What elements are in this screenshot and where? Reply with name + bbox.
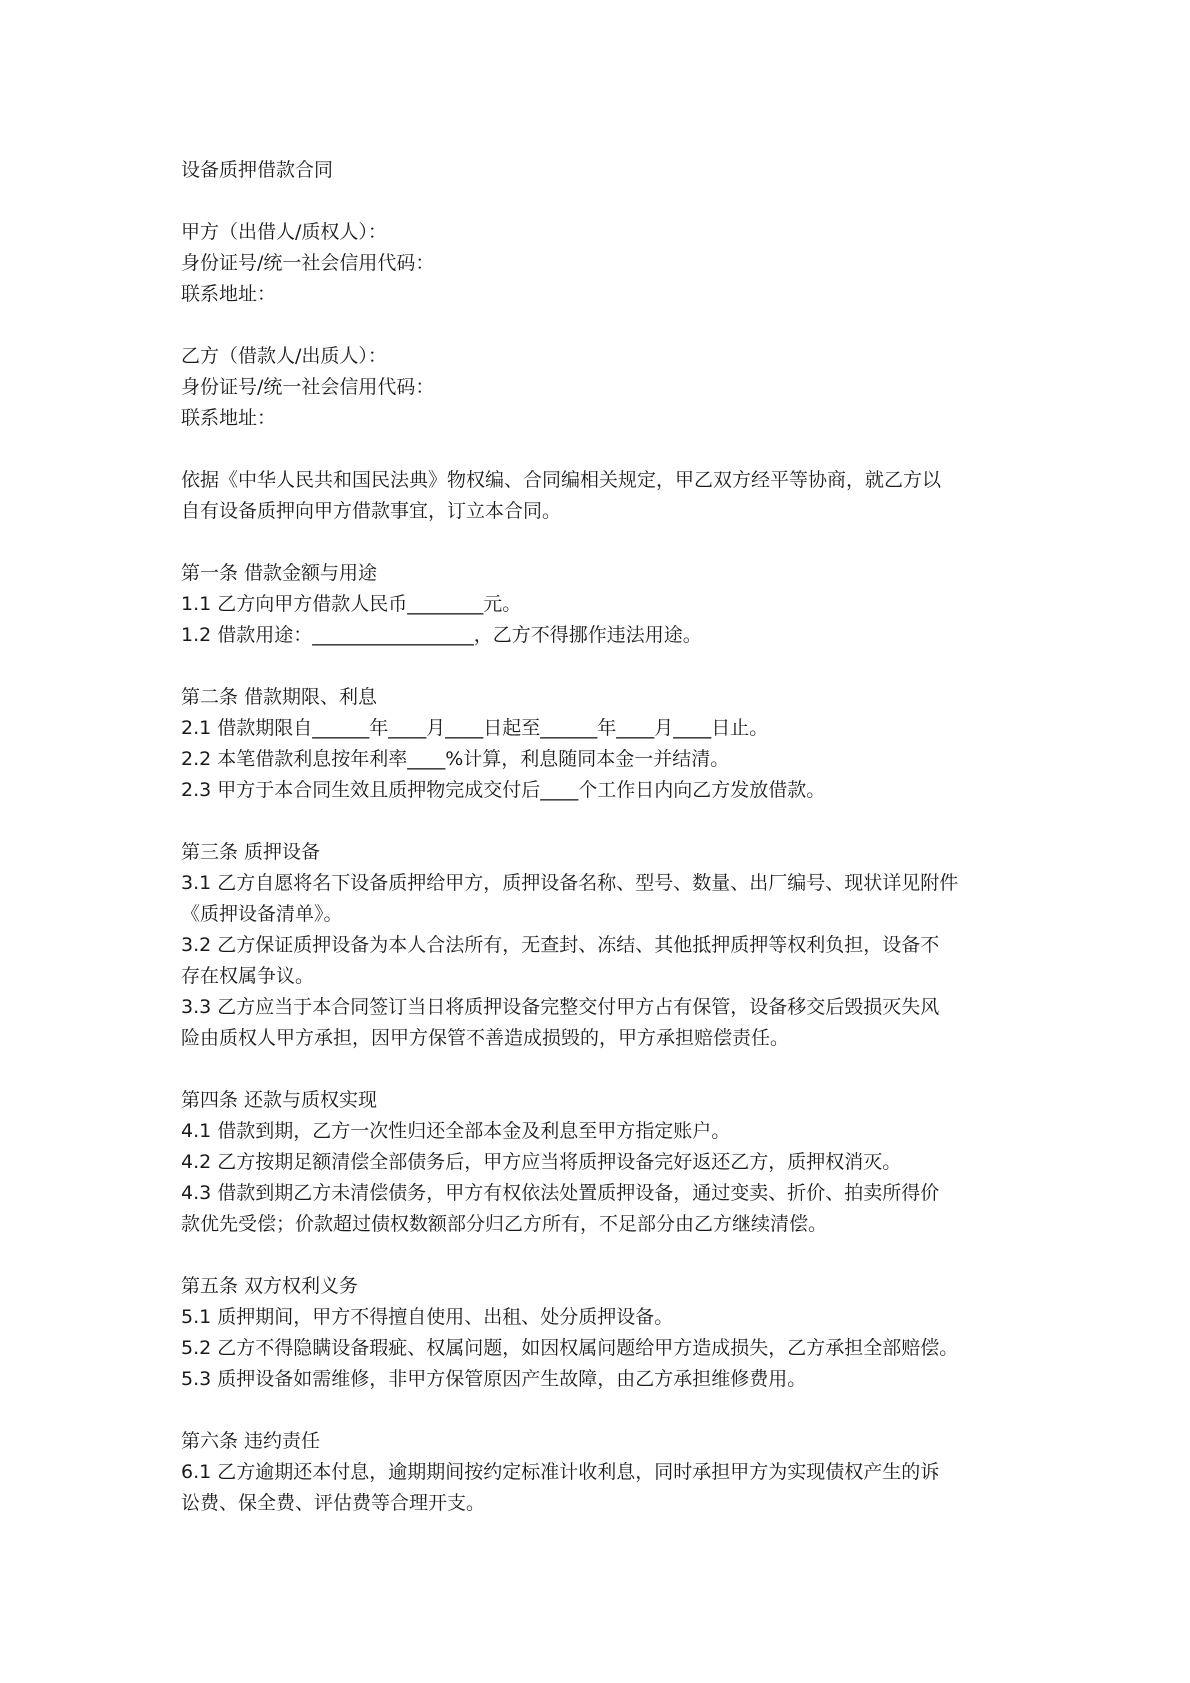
clause-line: 2.1 借款期限自______年____月____日起至______年____月____日止。 <box>181 717 769 739</box>
clause-line: 款优先受偿；价款超过债权数额部分归乙方所有，不足部分由乙方继续清偿。 <box>181 1213 828 1235</box>
article-heading: 第四条 还款与质权实现 <box>181 1089 378 1111</box>
preamble-line: 依据《中华人民共和国民法典》物权编、合同编相关规定，甲乙双方经平等协商，就乙方以 <box>181 469 942 491</box>
contract-document <box>181 155 1041 1519</box>
clause-line: 2.3 甲方于本合同生效且质押物完成交付后____个工作日内向乙方发放借款。 <box>181 779 826 801</box>
clause-line: 《质押设备清单》。 <box>181 903 343 925</box>
spacer <box>181 310 1041 341</box>
clause-line: 2.2 本笔借款利息按年利率____%计算，利息随同本金一并结清。 <box>181 748 730 770</box>
party-a-id: 身份证号/统一社会信用代码： <box>181 252 435 274</box>
spacer <box>181 434 1041 465</box>
party-b-address: 联系地址： <box>181 407 277 429</box>
spacer <box>181 651 1041 682</box>
clause-line: 1.2 借款用途：_________________，乙方不得挪作违法用途。 <box>181 624 702 646</box>
party-a-heading: 甲方（出借人/质权人）： <box>181 221 387 243</box>
spacer <box>181 1240 1041 1271</box>
clause-line: 4.2 乙方按期足额清偿全部债务后，甲方应当将质押设备完好返还乙方，质押权消灭。 <box>181 1151 902 1173</box>
clause-line: 4.3 借款到期乙方未清偿债务，甲方有权依法处置质押设备，通过变卖、折价、拍卖所得价 <box>181 1182 940 1204</box>
clause-line: 讼费、保全费、评估费等合理开支。 <box>181 1492 486 1514</box>
clause-line: 险由质权人甲方承担，因甲方保管不善造成损毁的，甲方承担赔偿责任。 <box>181 1027 790 1049</box>
party-b-id: 身份证号/统一社会信用代码： <box>181 376 435 398</box>
clause-line: 3.1 乙方自愿将名下设备质押给甲方，质押设备名称、型号、数量、出厂编号、现状详见附件 <box>181 872 959 894</box>
article-heading: 第一条 借款金额与用途 <box>181 562 378 584</box>
spacer <box>181 186 1041 217</box>
clause-line: 4.1 借款到期，乙方一次性归还全部本金及利息至甲方指定账户。 <box>181 1120 731 1142</box>
clause-line: 5.2 乙方不得隐瞒设备瑕疵、权属问题，如因权属问题给甲方造成损失，乙方承担全部赔偿。 <box>181 1337 959 1359</box>
party-b-heading: 乙方（借款人/出质人）： <box>181 345 387 367</box>
spacer <box>181 806 1041 837</box>
preamble-line: 自有设备质押向甲方借款事宜，订立本合同。 <box>181 500 562 522</box>
article-heading: 第五条 双方权利义务 <box>181 1275 359 1297</box>
article-heading: 第六条 违约责任 <box>181 1430 321 1452</box>
spacer <box>181 1395 1041 1426</box>
party-a-address: 联系地址： <box>181 283 277 305</box>
spacer <box>181 527 1041 558</box>
article-heading: 第二条 借款期限、利息 <box>181 686 378 708</box>
document-title: 设备质押借款合同 <box>181 159 334 181</box>
clause-line: 3.3 乙方应当于本合同签订当日将质押设备完整交付甲方占有保管，设备移交后毁损灭失风 <box>181 996 940 1018</box>
clause-line: 3.2 乙方保证质押设备为本人合法所有，无查封、冻结、其他抵押质押等权利负担，设备不 <box>181 934 940 956</box>
clause-line: 6.1 乙方逾期还本付息，逾期期间按约定标准计收利息，同时承担甲方为实现债权产生的诉 <box>181 1461 940 1483</box>
article-heading: 第三条 质押设备 <box>181 841 321 863</box>
clause-line: 存在权属争议。 <box>181 965 315 987</box>
clause-line: 1.1 乙方向甲方借款人民币________元。 <box>181 593 522 615</box>
clause-line: 5.3 质押设备如需维修，非甲方保管原因产生故障，由乙方承担维修费用。 <box>181 1368 807 1390</box>
clause-line: 5.1 质押期间，甲方不得擅自使用、出租、处分质押设备。 <box>181 1306 674 1328</box>
spacer <box>181 1054 1041 1085</box>
